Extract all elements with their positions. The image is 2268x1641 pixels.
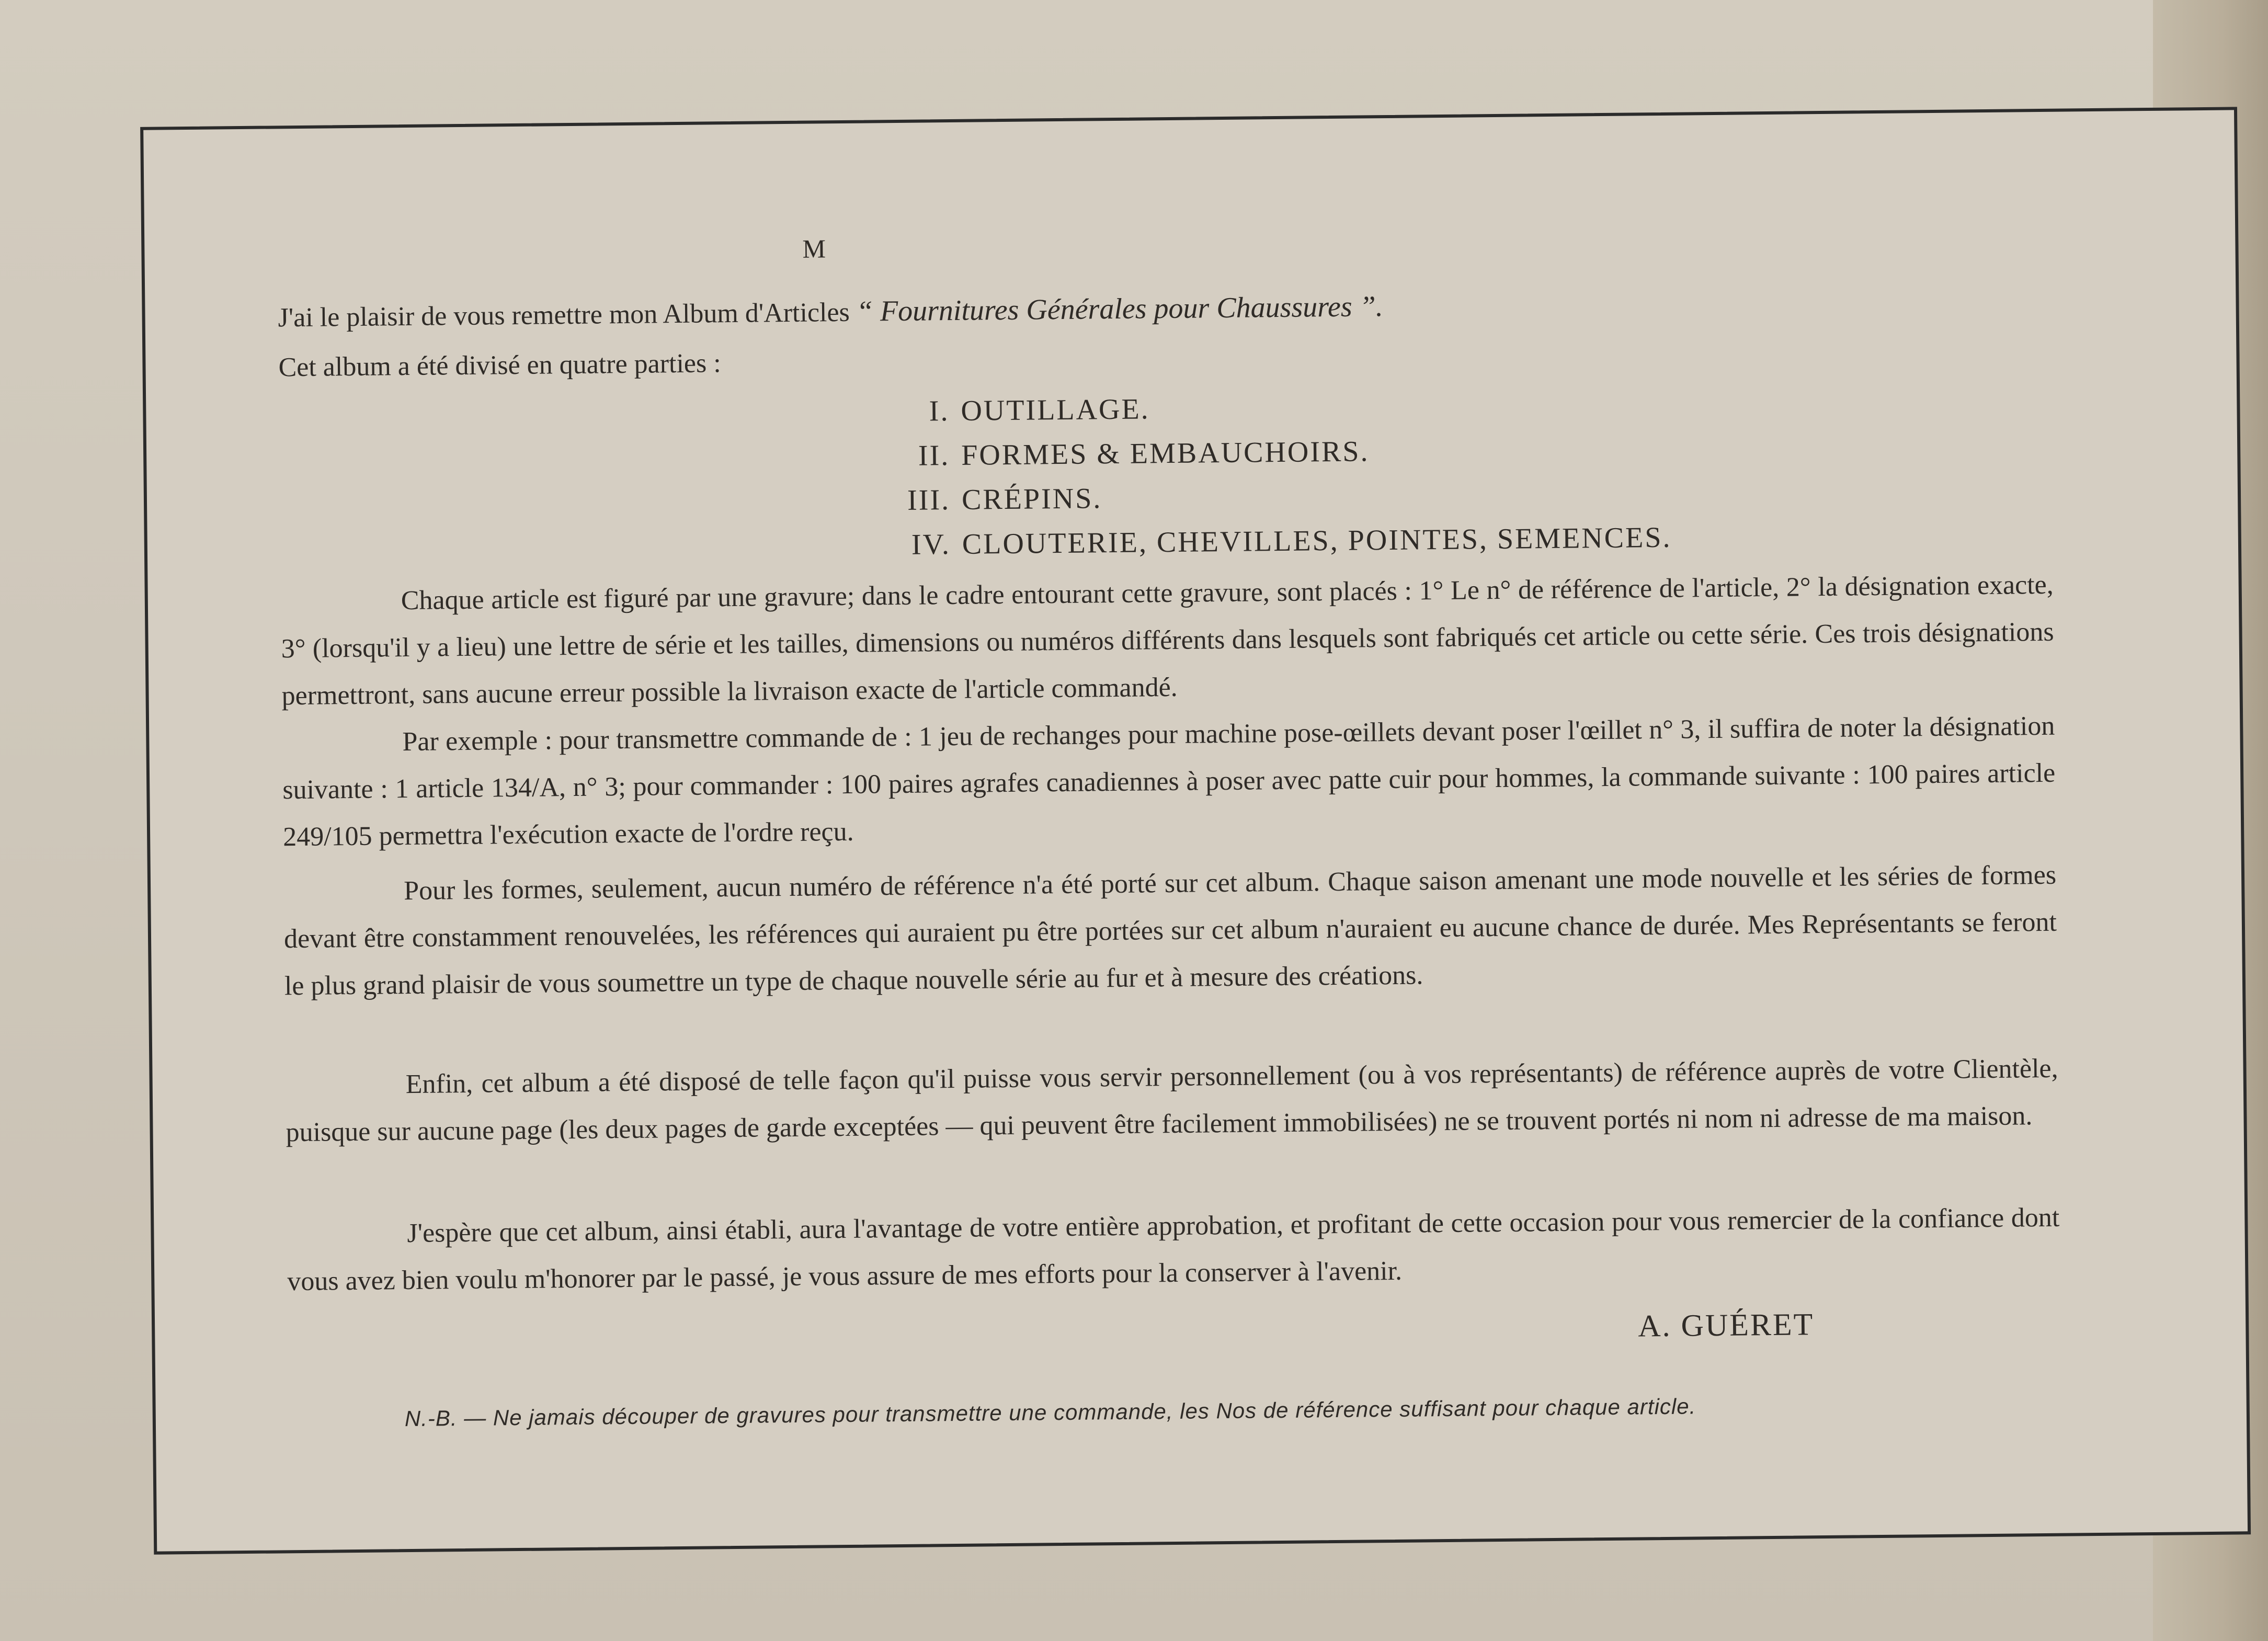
paragraph-closing: J'espère que cet album, ainsi établi, aura l'avantage de votre entière approbation, et profitant de cette occasion pour vous remercier de la confiance dont vous avez bien voulu m'honorer par le passé, je vous assure de mes efforts pour la conserver à l'avenir.: [287, 1202, 2060, 1297]
parts-item-label: OUTILLAGE.: [961, 393, 1150, 427]
intro-text: J'ai le plaisir de vous remettre mon Album d'Articles: [278, 297, 857, 333]
paragraph-article-description: Chaque article est figuré par une gravure; dans le cadre entourant cette gravure, sont placés : 1° Le n° de référence de l'article, 2° la désignation exacte, 3° (lorsqu'il y a lieu) une lettre de série et les tailles, dimensions ou numéros différents dans lesquels sont fabriqués cet article ou cette série. Ces trois désignations permettront, sans aucune erreur possible la livraison exacte de l'article commandé.: [281, 569, 2054, 711]
salutation: M: [802, 234, 827, 264]
parts-item: [887, 427, 1671, 478]
parts-item-number: IV.: [911, 528, 951, 561]
parts-item-label: CRÉPINS.: [961, 482, 1102, 516]
parts-item-number: I.: [929, 395, 950, 428]
document-sheet: [78, 99, 2262, 1564]
parts-item-number: III.: [907, 484, 951, 517]
parts-item: [887, 471, 1671, 523]
parts-item-number: II.: [918, 439, 950, 472]
signature: A. GUÉRET: [1637, 1307, 1815, 1343]
parts-item: [887, 516, 1671, 567]
footnote: N.-B. — Ne jamais découper de gravures pour transmettre une commande, les Nos de référence suffisant pour chaque article.: [404, 1394, 1696, 1431]
parts-item-label: CLOUTERIE, CHEVILLES, POINTES, SEMENCES.: [962, 521, 1672, 561]
parts-intro: Cet album a été divisé en quatre parties :: [278, 348, 721, 383]
paragraph-reference-use: Enfin, cet album a été disposé de telle façon qu'il puisse vous servir personnellement (ou à vos représentants) de référence auprès de votre Clientèle, puisque sur aucune page (les deux pages de garde exceptées — qui peuvent être facilement immobilisées) ne se trouvent portés ni nom ni adresse de ma maison.: [286, 1053, 2058, 1148]
paragraph-forms: Pour les formes, seulement, aucun numéro de référence n'a été porté sur cet album. Chaque saison amenant une mode nouvelle et les séries de formes devant être constamment renouvelées, les références qui auraient pu être portées sur cet album n'auraient eu aucune chance de durée. Mes Représentants se feront le plus grand plaisir de vous soumettre un type de chaque nouvelle série au fur et à mesure des créations.: [283, 860, 2057, 1001]
parts-item-label: FORMES & EMBAUCHOIRS.: [961, 435, 1370, 472]
parts-item: [886, 382, 1670, 434]
paragraph-example: Par exemple : pour transmettre commande de : 1 jeu de rechanges pour machine pose-œillets devant poser l'œillet n° 3, il suffira de noter la désignation suivante : 1 article 134/A, n° 3; pour commander : 100 paires agrafes canadiennes à poser avec patte cuir pour hommes, la commande suivante : 100 paires article 249/105 permettra l'exécution exacte de l'ordre reçu.: [282, 711, 2056, 852]
parts-list: [886, 382, 1672, 567]
album-title: “ Fournitures Générales pour Chaussures ”.: [856, 290, 1384, 328]
